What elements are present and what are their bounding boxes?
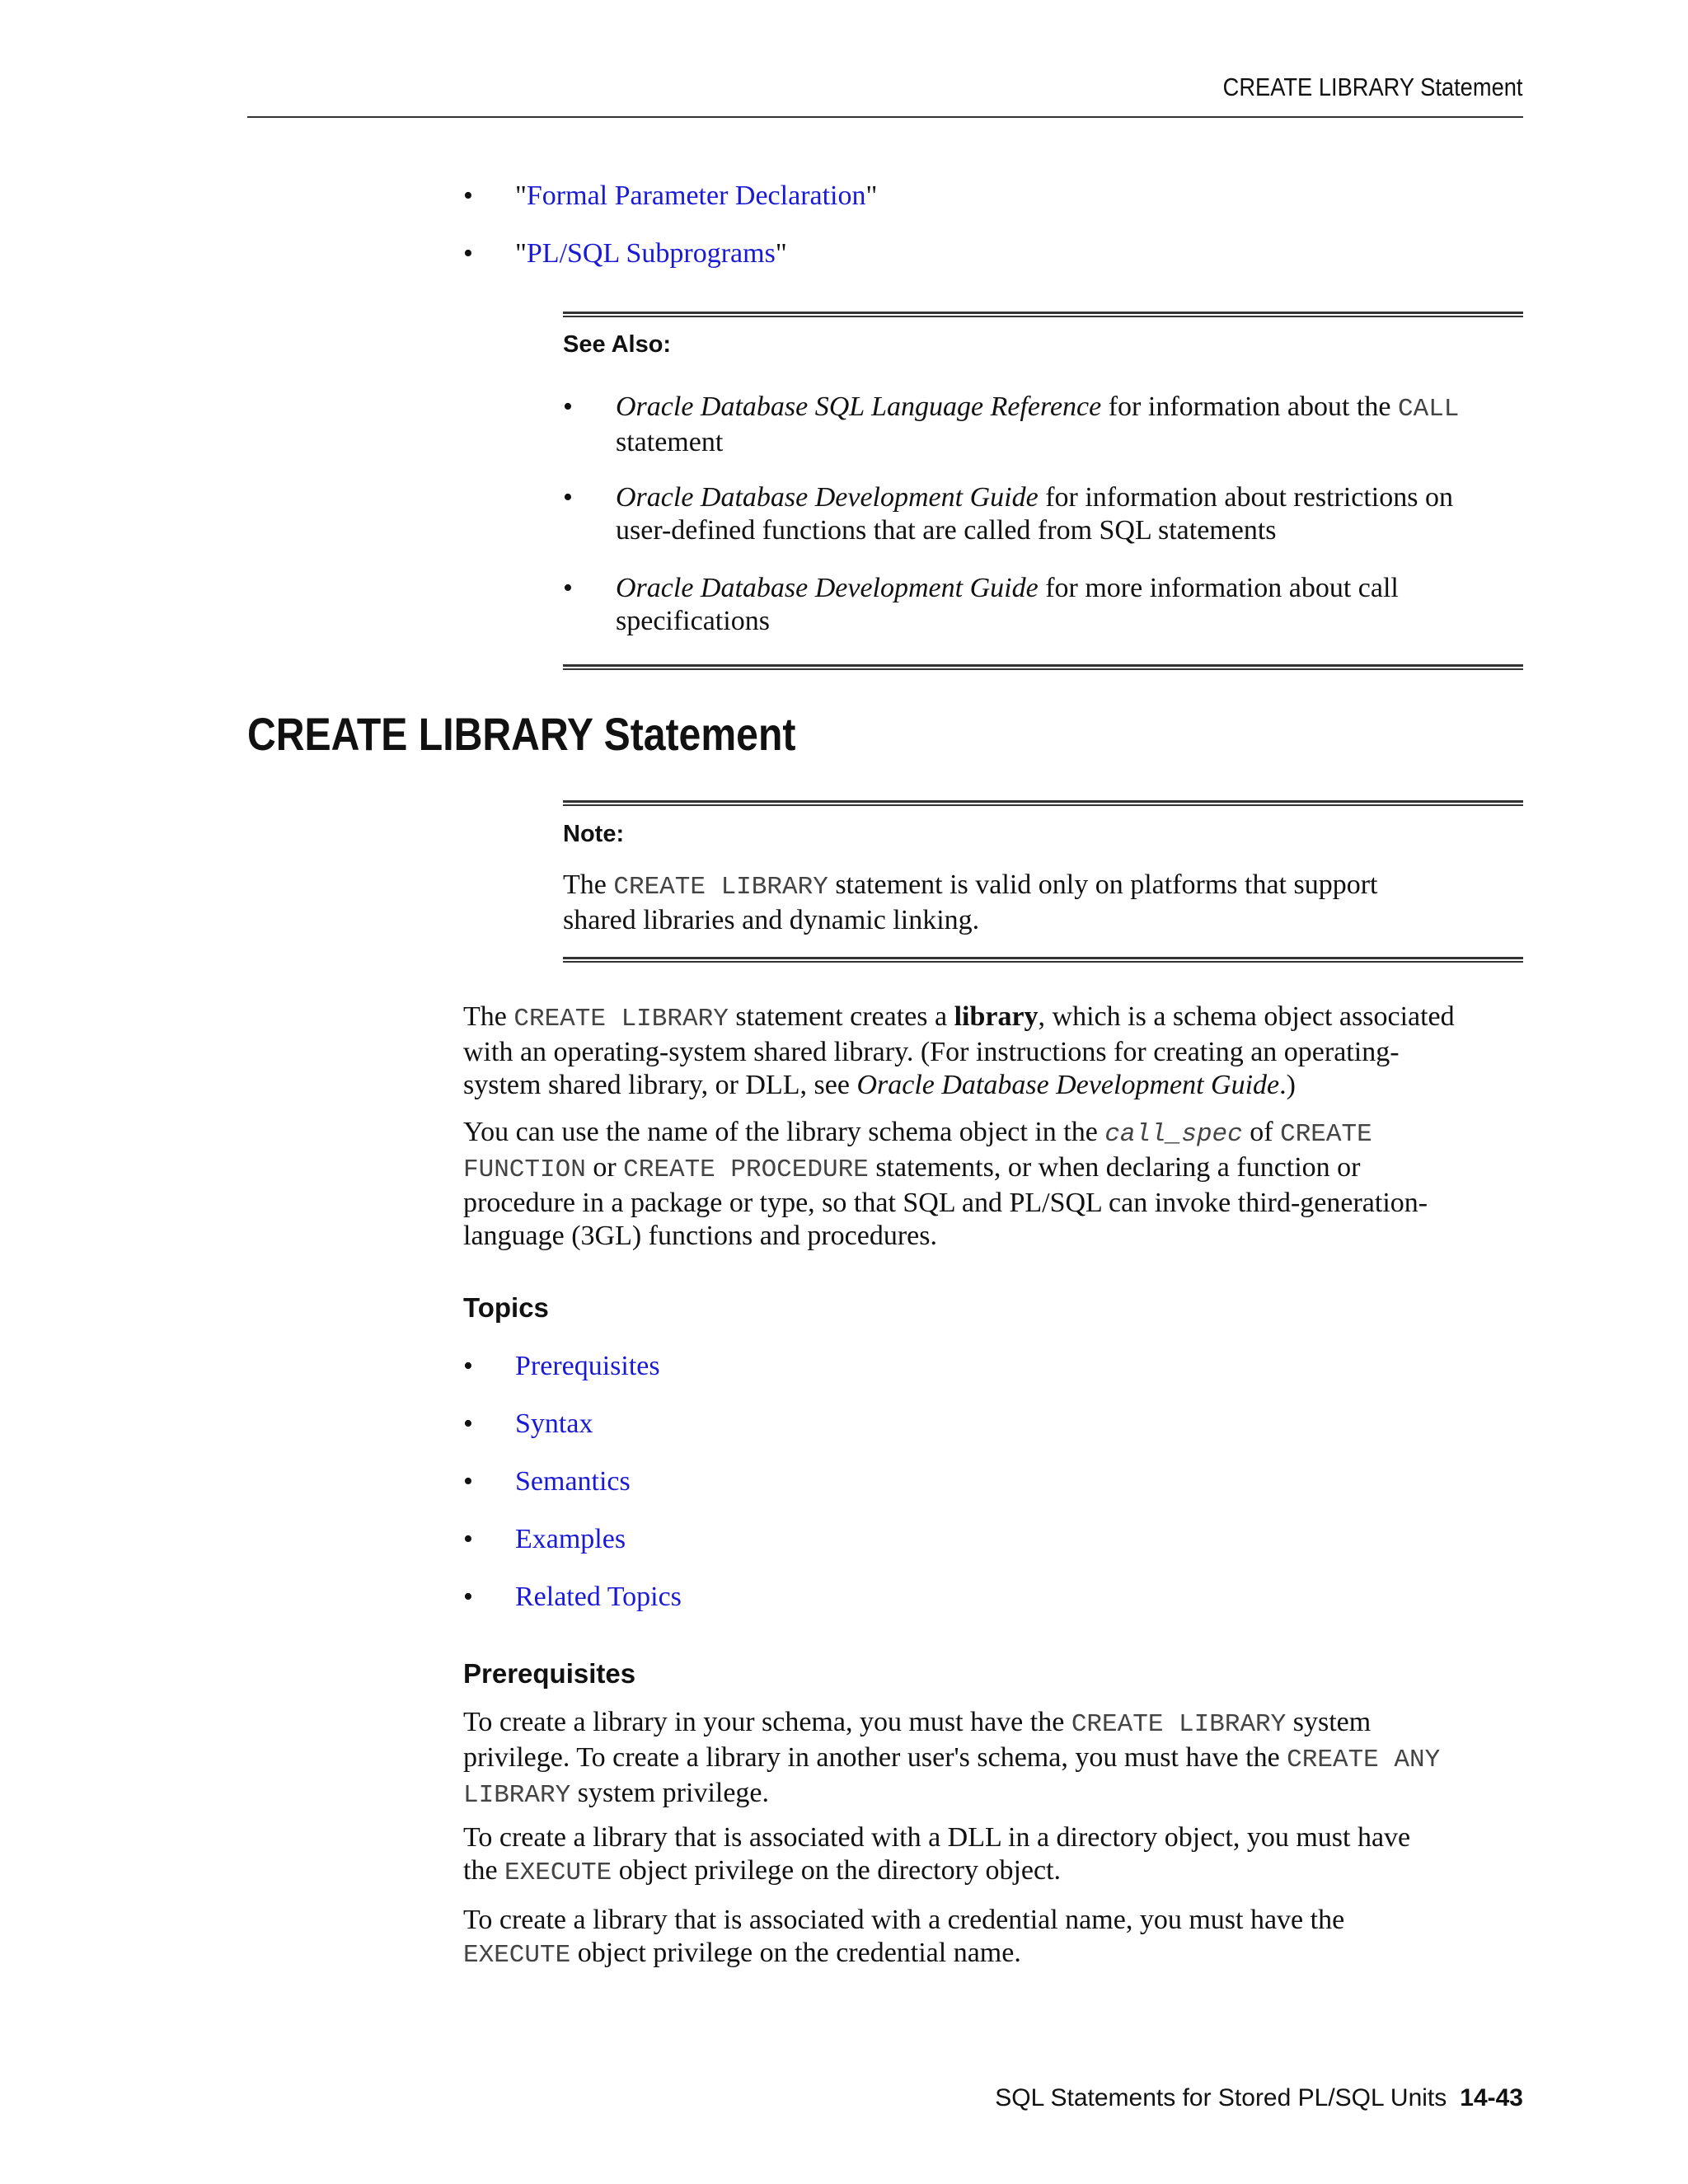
list-item: • "PL/SQL Subprograms" bbox=[463, 238, 787, 269]
list-item: • Syntax bbox=[463, 1408, 593, 1439]
see-also-item: • Oracle Database Development Guide for information about restrictions on user-defined functions that are called from SQL statements bbox=[563, 482, 1453, 546]
prerequisites-paragraph: To create a library that is associated with a DLL in a directory object, you must have the EXECUTE object privilege on the directory object. bbox=[463, 1822, 1411, 1887]
note-title: Note: bbox=[563, 821, 625, 847]
list-item: • Prerequisites bbox=[463, 1351, 660, 1381]
note-bottom-rule bbox=[563, 957, 1523, 963]
running-header: CREATE LIBRARY Statement bbox=[1223, 73, 1523, 101]
see-also-bottom-rule bbox=[563, 664, 1523, 670]
see-also-title: See Also: bbox=[563, 331, 672, 358]
link-prerequisites[interactable]: Prerequisites bbox=[515, 1351, 660, 1381]
header-rule bbox=[247, 116, 1523, 118]
note-text: The CREATE LIBRARY statement is valid only on platforms that support shared libraries and dynamic linking. bbox=[563, 869, 1378, 935]
book-title: Oracle Database SQL Language Reference bbox=[616, 391, 1102, 422]
list-item: • "Formal Parameter Declaration" bbox=[463, 180, 878, 211]
link-plsql-subprograms[interactable]: PL/SQL Subprograms bbox=[526, 238, 776, 269]
prerequisites-paragraph: To create a library in your schema, you must have the CREATE LIBRARY system privilege. To create a library in another user's schema, you must have the CREATE ANY LIBRARY system privilege. bbox=[463, 1707, 1441, 1810]
see-also-item: • Oracle Database SQL Language Reference for information about the CALL statement bbox=[563, 391, 1460, 457]
book-title: Oracle Database Development Guide bbox=[616, 482, 1039, 513]
list-item: • Examples bbox=[463, 1524, 626, 1554]
list-item: • Semantics bbox=[463, 1466, 631, 1497]
bullet: • bbox=[463, 238, 473, 269]
intro-paragraph: The CREATE LIBRARY statement creates a library, which is a schema object associated with an operating-system shared library. (For instructions for creating an operating- system shared library, or DLL, see Oracle Database Development Guide.) bbox=[463, 1001, 1455, 1100]
link-formal-parameter-declaration[interactable]: Formal Parameter Declaration bbox=[526, 180, 866, 211]
page-footer bbox=[995, 2084, 1523, 2112]
link-related-topics[interactable]: Related Topics bbox=[515, 1582, 682, 1612]
see-also-top-rule bbox=[563, 312, 1523, 317]
footer-text: SQL Statements for Stored PL/SQL Units bbox=[995, 2084, 1447, 2111]
section-title: CREATE LIBRARY Statement bbox=[247, 708, 796, 760]
prerequisites-paragraph: To create a library that is associated with a credential name, you must have the EXECUTE object privilege on the credential name. bbox=[463, 1905, 1345, 1970]
intro-paragraph: You can use the name of the library schema object in the call_spec of CREATE FUNCTION or CREATE PROCEDURE statements, or when declaring a function or procedure in a package or type, so that SQL and PL/SQL can invoke third-generation- language (3GL) functions and procedures. bbox=[463, 1117, 1428, 1251]
see-also-item: • Oracle Database Development Guide for more information about call specifications bbox=[563, 573, 1399, 636]
book-title: Oracle Database Development Guide bbox=[616, 573, 1039, 603]
topics-heading: Topics bbox=[463, 1292, 549, 1323]
link-examples[interactable]: Examples bbox=[515, 1524, 626, 1554]
bullet: • bbox=[463, 180, 473, 211]
page-number: 14-43 bbox=[1460, 2084, 1523, 2111]
prerequisites-heading: Prerequisites bbox=[463, 1658, 636, 1689]
link-syntax[interactable]: Syntax bbox=[515, 1408, 593, 1439]
list-item: • Related Topics bbox=[463, 1582, 682, 1612]
book-title: Oracle Database Development Guide bbox=[856, 1070, 1280, 1100]
link-semantics[interactable]: Semantics bbox=[515, 1466, 631, 1497]
note-top-rule bbox=[563, 800, 1523, 806]
